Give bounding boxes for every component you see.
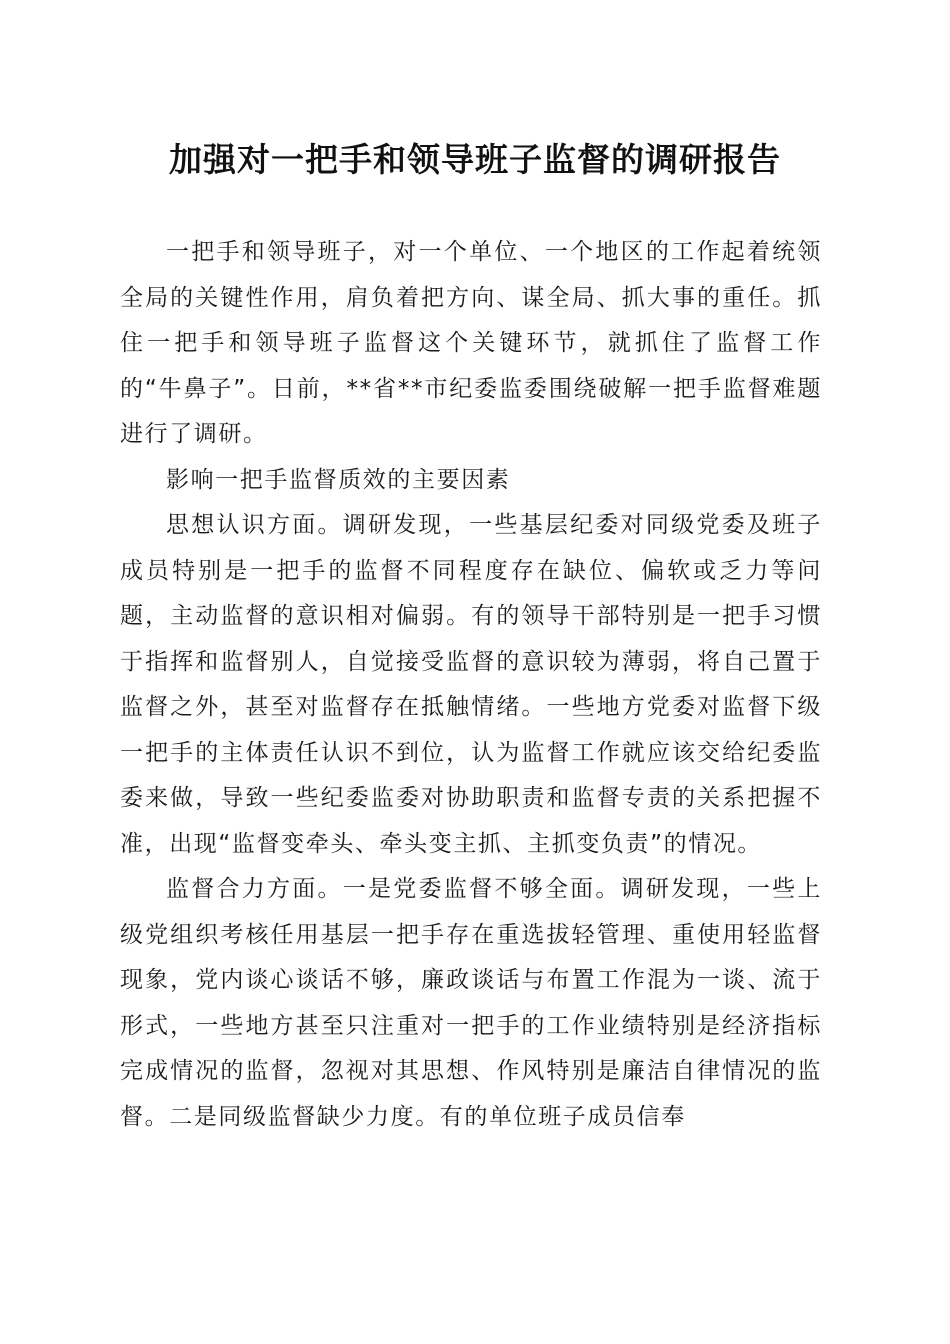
paragraph-intro: 一把手和领导班子，对一个单位、一个地区的工作起着统领全局的关键性作用，肩负着把方向、谋全局、抓大事的重任。抓住一把手和领导班子监督这个关键环节，就抓住了监督工作的“牛鼻子”。日前，**省**市纪委监委围绕破解一把手监督难题进行了调研。 bbox=[120, 239, 822, 447]
paragraph-thinking: 思想认识方面。调研发现，一些基层纪委对同级党委及班子成员特别是一把手的监督不同程度存在缺位、偏软或乏力等问题，主动监督的意识相对偏弱。有的领导干部特别是一把手习惯于指挥和监督别人，自觉接受监督的意识较为薄弱，将自己置于监督之外，甚至对监督存在抵触情绪。一些地方党委对监督下级一把手的主体责任认识不到位，认为监督工作就应该交给纪委监委来做，导致一些纪委监委对协助职责和监督专责的关系把握不准，出现“监督变牵头、牵头变主抓、主抓变负责”的情况。 bbox=[120, 512, 822, 857]
document-title: 加强对一把手和领导班子监督的调研报告 bbox=[169, 140, 781, 179]
paragraph-supervision: 监督合力方面。一是党委监督不够全面。调研发现，一些上级党组织考核任用基层一把手存在重选拔轻管理、重使用轻监督现象，党内谈心谈话不够，廉政谈话与布置工作混为一谈、流于形式，一些地方甚至只注重对一把手的工作业绩特别是经济指标完成情况的监督，忽视对其思想、作风特别是廉洁自律情况的监督。二是同级监督缺少力度。有的单位班子成员信奉 bbox=[120, 876, 822, 1130]
section-heading: 影响一把手监督质效的主要因素 bbox=[166, 466, 511, 493]
document-body bbox=[120, 230, 822, 1140]
